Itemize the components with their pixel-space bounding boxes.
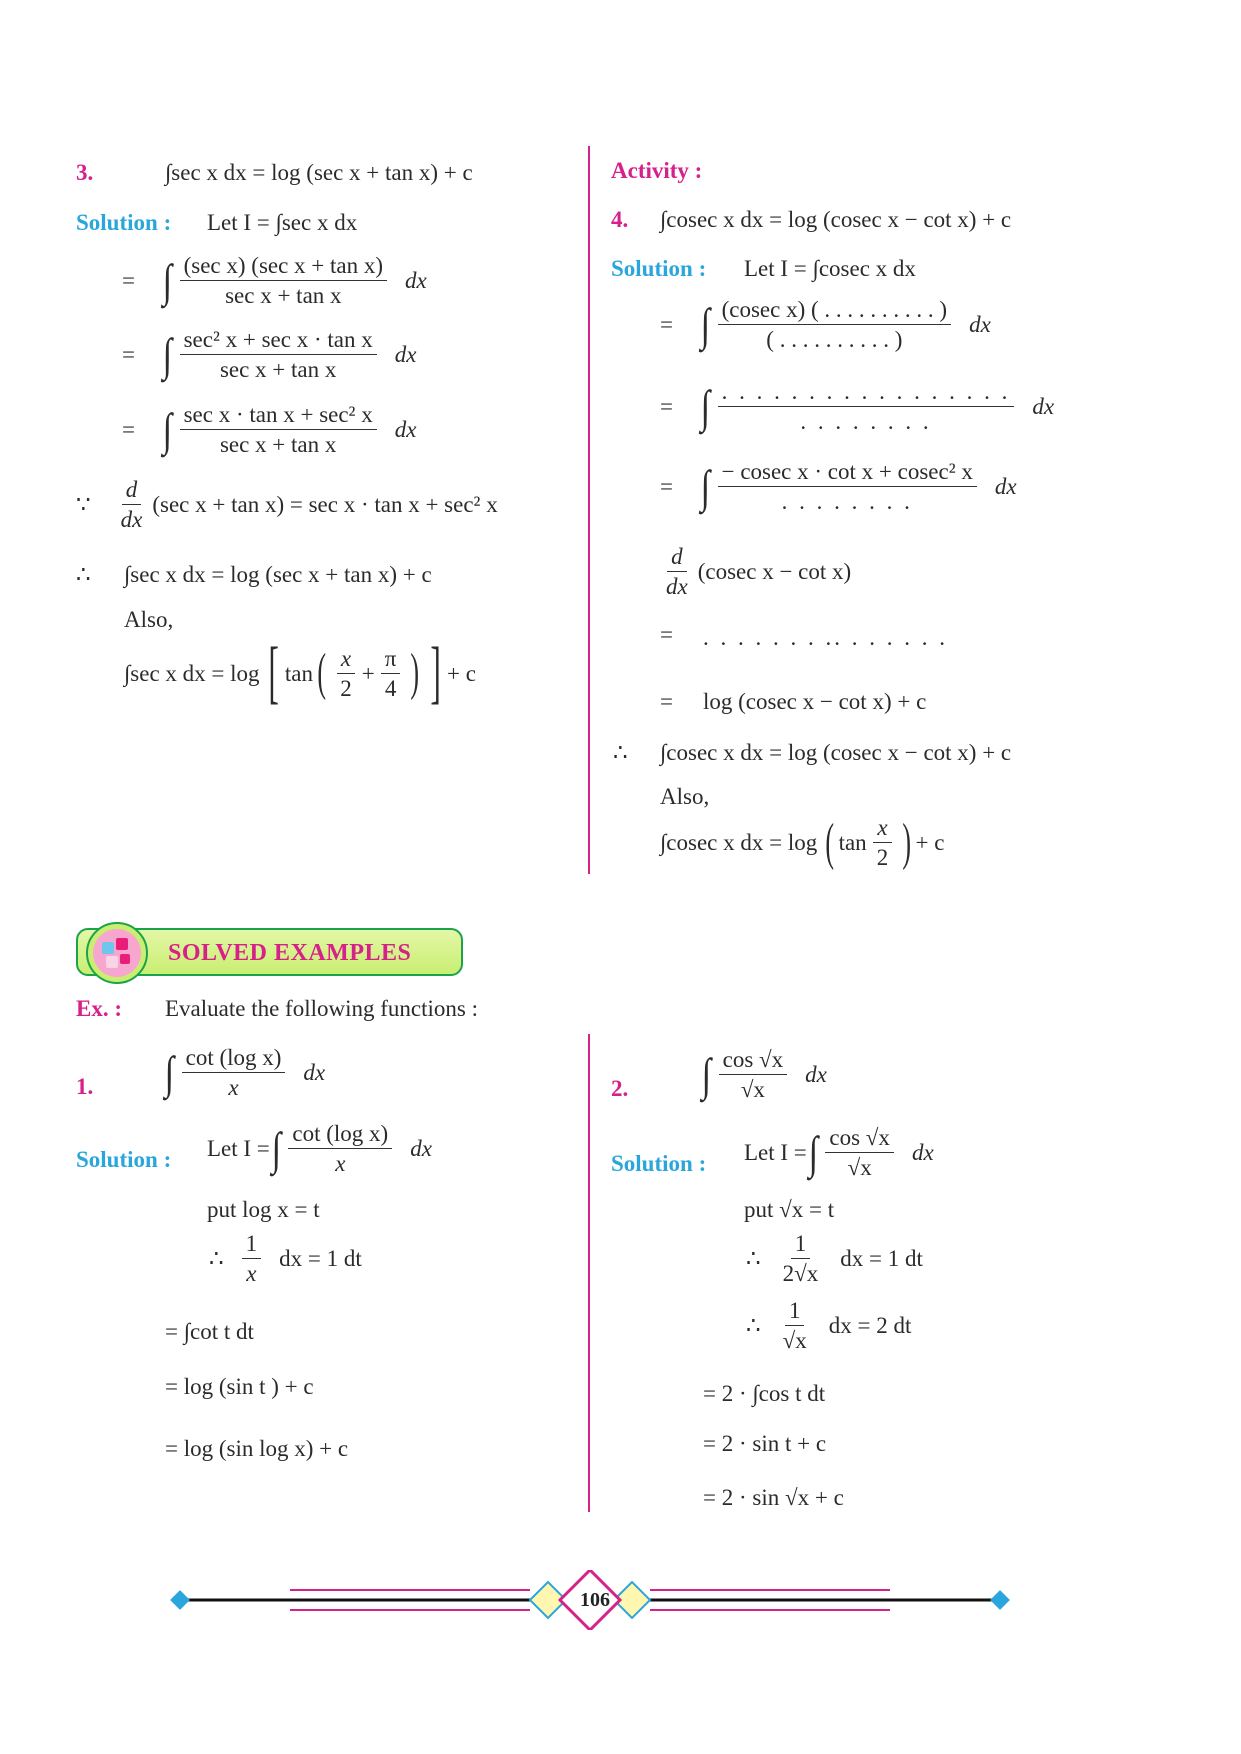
result-step-1: = 2 · ∫cos t dt [703, 1381, 826, 1406]
substitution-rest: dx = 1 dt [840, 1246, 923, 1271]
statement: ∫sec x dx = log (sec x + tan x) + c [165, 160, 473, 185]
fraction: $\frac{\cos √x}{√x}$ [719, 1048, 788, 1101]
substitution-1 [746, 1232, 923, 1285]
derivative-rest: (cosec x − cot x) [697, 559, 852, 584]
put-line: put log x = t [207, 1197, 320, 1222]
blank-dots: . . . . . . . .. . . . . . . [703, 625, 948, 650]
page-number: 106 [580, 1589, 610, 1611]
therefore-symbol: ∴ [746, 1246, 761, 1271]
example-number: 2. [611, 1076, 629, 1101]
dx: dx [410, 1136, 432, 1161]
derivative-rest: (sec x + tan x) = sec x · tan x + sec² x [152, 492, 498, 517]
example-integral: ∫ $\frac{\cos √x}{√x}$ dx [701, 1047, 827, 1102]
activity-step-2: = ∫ $\frac{. . . . . . . . . . . . . . . . .}{. . . . . . . .}$ dx [660, 379, 1055, 434]
let-text: Let I = [207, 1136, 270, 1161]
fraction: $\frac{\text{(cosec x) ( . . . . . . . . . . )}}{( . . . . . . . . . . )}$ [718, 298, 951, 351]
therefore-symbol: ∴ [746, 1313, 761, 1338]
alt-formula: ∫cosec x dx = log ( tan $\frac{x}{2}$ ) + c [660, 813, 945, 871]
tan: tan [838, 830, 867, 855]
x-over-2: $\frac{x}{2}$ [873, 816, 893, 869]
banner-title: SOLVED EXAMPLES [168, 940, 412, 966]
alt-lhs: ∫sec x dx = log [124, 660, 260, 686]
equals: = [122, 417, 135, 442]
let-text: Let I = [744, 1140, 807, 1165]
dx: dx [303, 1060, 326, 1085]
fraction: $\frac{\text{sec x · tan x + sec² x}}{\text{sec x + tan x}}$ [180, 403, 377, 456]
equals: = [660, 622, 673, 647]
item-number: 3. [76, 160, 94, 185]
let-line: Let I = ∫ $\frac{\cos √x}{√x}$ dx [744, 1125, 934, 1180]
fraction: $\frac{. . . . . . . . . . . . . . . . .}{. . . . . . . .}$ [718, 380, 1015, 433]
fraction: $\frac{1}{√x}$ [782, 1298, 807, 1353]
solution-label: Solution : [611, 256, 707, 281]
fraction: $\frac{\cos √x}{√x}$ [825, 1126, 894, 1179]
example-number: 1. [76, 1074, 94, 1099]
also-text: Also, [124, 607, 174, 632]
equals: = [660, 312, 673, 337]
therefore-symbol: ∴ [76, 562, 91, 587]
dx: dx [405, 268, 427, 293]
therefore-line: ∫cosec x dx = log (cosec x − cot x) + c [660, 740, 1012, 765]
because-symbol: ∵ [76, 492, 91, 517]
pi-over-4: $\frac{\pi}{4}$ [381, 647, 401, 700]
solution-label: Solution : [611, 1151, 707, 1176]
fraction: $\frac{\text{cot (log x)}}{x}$ [182, 1046, 286, 1099]
log-result: log (cosec x − cot x) + c [703, 689, 927, 714]
ex-text: Evaluate the following functions : [165, 996, 478, 1021]
fraction: $\frac{\text{(sec x) (sec x + tan x)}}{\text{sec x + tan x}}$ [180, 254, 387, 307]
also-text: Also, [660, 784, 710, 809]
tan: tan [284, 660, 313, 686]
activity-label: Activity : [611, 158, 703, 183]
fraction: $\frac{\text{cot (log x)}}{x}$ [288, 1122, 392, 1175]
step-3: = ∫ $\frac{\text{sec x · tan x + sec² x}}{\text{sec x + tan x}}$ dx [122, 402, 417, 457]
dx: dx [994, 474, 1017, 499]
step-1: = ∫ $\frac{\text{(sec x) (sec x + tan x)}}{\text{sec x + tan x}}$ dx [122, 253, 427, 308]
fraction: $\frac{\text{sec² x + sec x · tan x}}{\text{sec x + tan x}}$ [180, 328, 377, 381]
activity-step-3: = ∫ $\frac{\text{− cosec x · cot x + cosec² x}}{. . . . . . . .}$ dx [660, 459, 1017, 514]
dx: dx [1032, 394, 1055, 419]
dx: dx [805, 1062, 827, 1087]
item-number: 4. [611, 207, 629, 232]
equals: = [660, 689, 673, 714]
dx: dx [969, 312, 991, 337]
substitution-2 [746, 1299, 911, 1352]
substitution-rest: dx = 2 dt [828, 1313, 912, 1338]
result-step-2: = 2 · sin t + c [703, 1431, 827, 1456]
fraction: $\frac{\text{− cosec x · cot x + cosec² x}}{. . . . . . . .}$ [718, 460, 977, 513]
derivative: $\frac{d}{dx}$ [666, 544, 688, 599]
let-line: Let I = ∫sec x dx [207, 210, 358, 235]
plus-c: + c [915, 830, 945, 855]
equals: = [122, 342, 135, 367]
put-line: put √x = t [744, 1197, 835, 1222]
let-line: Let I = ∫cosec x dx [744, 256, 916, 281]
derivative: $\frac{d}{dx}$ [120, 477, 143, 532]
plus-c: + c [447, 660, 476, 686]
solution-label: Solution : [76, 210, 172, 235]
activity-derivative [656, 545, 851, 598]
result-step-1: = ∫cot t dt [165, 1319, 254, 1344]
equals: = [660, 394, 673, 419]
let-line: Let I = ∫ $\frac{\text{cot (log x)}}{x}$ dx [207, 1121, 432, 1176]
fraction: $\frac{1}{x}$ [242, 1232, 262, 1285]
dx: dx [394, 417, 417, 442]
therefore-line: ∫sec x dx = log (sec x + tan x) + c [124, 562, 432, 587]
result-step-2: = log (sin t ) + c [165, 1374, 314, 1399]
x-over-2: $\frac{x}{2}$ [336, 647, 356, 700]
dx: dx [394, 342, 417, 367]
solution-label: Solution : [76, 1147, 172, 1172]
step-2: = ∫ $\frac{\text{sec² x + sec x · tan x}}{\text{sec x + tan x}}$ dx [122, 327, 417, 382]
equals: = [122, 268, 135, 293]
fraction: $\frac{1}{2√x}$ [782, 1231, 819, 1286]
alt-formula: ∫sec x dx = log [ tan ( $\frac{x}{2}$ + $\frac{\pi}{4}$ ) ] + c [124, 634, 476, 711]
activity-step-1: = ∫ $\frac{\text{(cosec x) ( . . . . . . . . . . )}}{( . . . . . . . . . . )}$ dx [660, 297, 991, 352]
substitution-rest: dx = 1 dt [279, 1246, 362, 1271]
alt-lhs: ∫cosec x dx = log [660, 830, 818, 855]
statement: ∫cosec x dx = log (cosec x − cot x) + c [660, 207, 1012, 232]
column-divider-bottom [588, 1034, 590, 1512]
solved-examples-banner [76, 928, 463, 976]
result-step-3: = 2 · sin √x + c [703, 1485, 844, 1510]
example-integral: ∫ $\frac{\text{cot (log x)}}{x}$ dx [164, 1045, 326, 1100]
dx: dx [911, 1140, 934, 1165]
therefore-symbol: ∴ [209, 1246, 224, 1271]
substitution [209, 1232, 362, 1285]
column-divider-top [588, 146, 590, 874]
equals: = [660, 474, 673, 499]
result-step-3: = log (sin log x) + c [165, 1436, 349, 1461]
puzzle-icon [86, 922, 148, 984]
because-line [76, 478, 498, 531]
ex-label: Ex. : [76, 996, 122, 1021]
therefore-symbol: ∴ [613, 740, 628, 765]
